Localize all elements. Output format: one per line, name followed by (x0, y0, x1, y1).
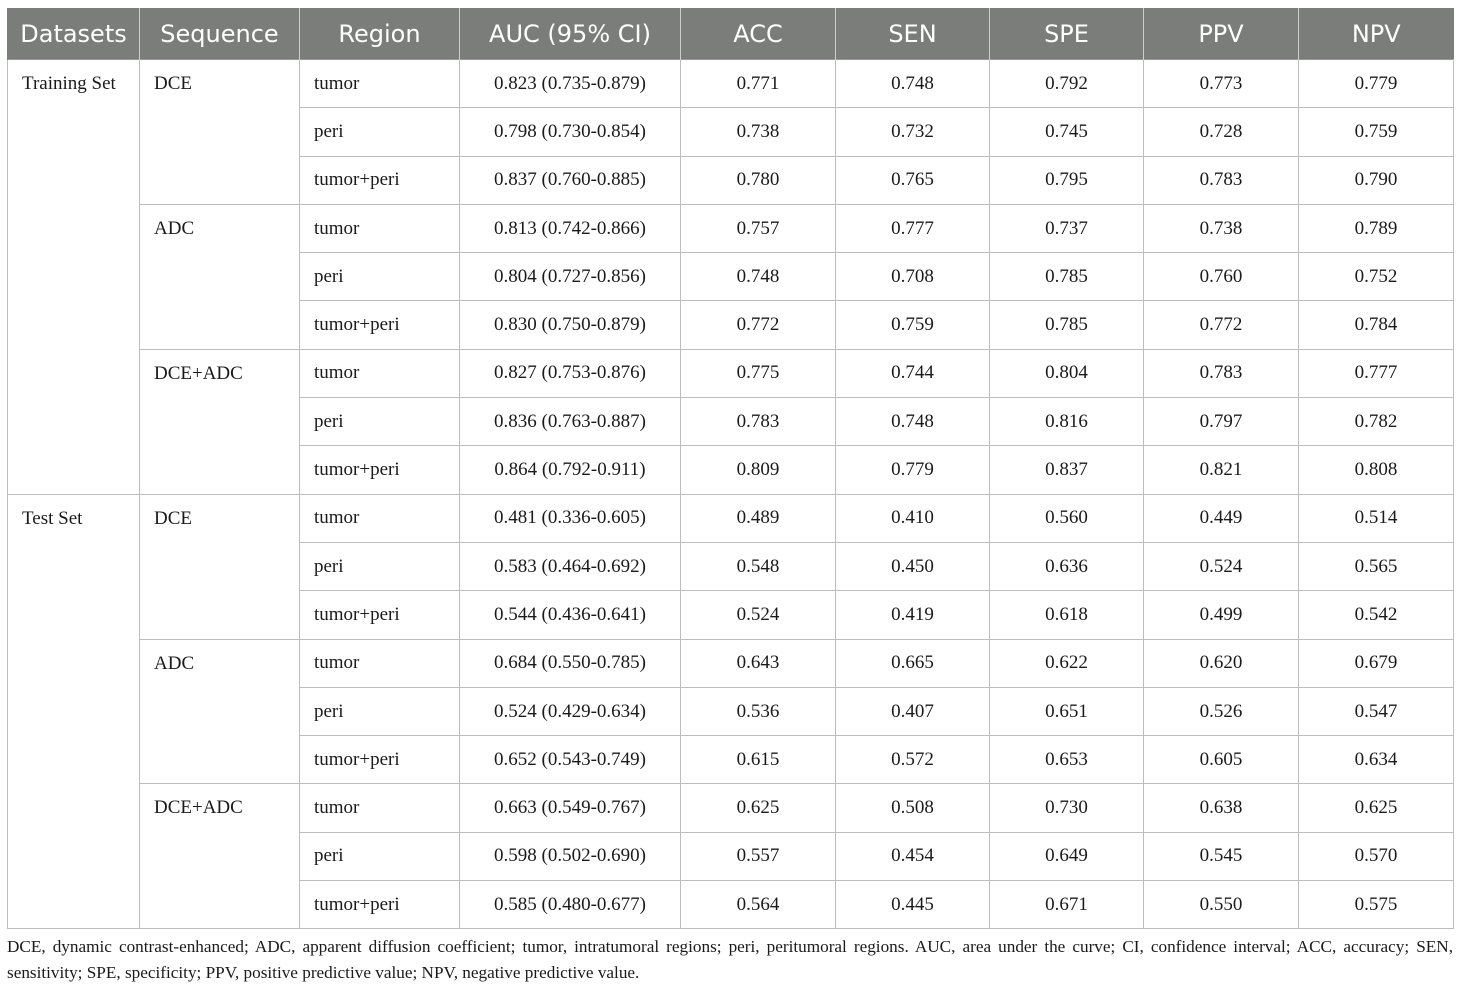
ppv-cell: 0.499 (1144, 591, 1299, 639)
npv-cell: 0.575 (1299, 881, 1454, 929)
auc-cell: 0.798 (0.730-0.854) (460, 108, 681, 156)
header-datasets: Datasets (8, 8, 140, 60)
sequence-cell: DCE+ADC (140, 349, 300, 494)
auc-cell: 0.836 (0.763-0.887) (460, 398, 681, 446)
header-spe: SPE (990, 8, 1144, 60)
spe-cell: 0.837 (990, 446, 1144, 494)
auc-cell: 0.864 (0.792-0.911) (460, 446, 681, 494)
auc-cell: 0.823 (0.735-0.879) (460, 60, 681, 108)
ppv-cell: 0.620 (1144, 639, 1299, 687)
ppv-cell: 0.728 (1144, 108, 1299, 156)
region-cell: peri (300, 398, 460, 446)
sen-cell: 0.454 (836, 832, 990, 880)
region-cell: tumor+peri (300, 881, 460, 929)
npv-cell: 0.759 (1299, 108, 1454, 156)
npv-cell: 0.542 (1299, 591, 1454, 639)
sequence-cell: ADC (140, 204, 300, 349)
npv-cell: 0.784 (1299, 301, 1454, 349)
table-footnote: DCE, dynamic contrast-enhanced; ADC, apparent diffusion coefficient; tumor, intratumoral regions; peri, peritumoral regions. AUC, area under the curve; CI, confidence interval; ACC, accuracy; SEN, sensitivity; SPE, specificity; PPV, positive predictive value; NPV, negative predictive value. (7, 937, 1453, 982)
sen-cell: 0.508 (836, 784, 990, 832)
npv-cell: 0.625 (1299, 784, 1454, 832)
header-sen: SEN (836, 8, 990, 60)
table-row (8, 494, 1454, 542)
auc-cell: 0.583 (0.464-0.692) (460, 542, 681, 590)
npv-cell: 0.752 (1299, 253, 1454, 301)
ppv-cell: 0.638 (1144, 784, 1299, 832)
region-cell: tumor (300, 60, 460, 108)
ppv-cell: 0.783 (1144, 349, 1299, 397)
sen-cell: 0.410 (836, 494, 990, 542)
sen-cell: 0.748 (836, 398, 990, 446)
acc-cell: 0.783 (681, 398, 836, 446)
ppv-cell: 0.550 (1144, 881, 1299, 929)
acc-cell: 0.780 (681, 156, 836, 204)
ppv-cell: 0.772 (1144, 301, 1299, 349)
table-body (8, 60, 1454, 929)
sen-cell: 0.732 (836, 108, 990, 156)
npv-cell: 0.782 (1299, 398, 1454, 446)
ppv-cell: 0.760 (1144, 253, 1299, 301)
npv-cell: 0.790 (1299, 156, 1454, 204)
spe-cell: 0.622 (990, 639, 1144, 687)
table-row (8, 784, 1454, 832)
region-cell: tumor+peri (300, 591, 460, 639)
auc-cell: 0.598 (0.502-0.690) (460, 832, 681, 880)
npv-cell: 0.779 (1299, 60, 1454, 108)
acc-cell: 0.771 (681, 60, 836, 108)
spe-cell: 0.636 (990, 542, 1144, 590)
region-cell: tumor+peri (300, 446, 460, 494)
ppv-cell: 0.821 (1144, 446, 1299, 494)
sen-cell: 0.777 (836, 204, 990, 252)
acc-cell: 0.809 (681, 446, 836, 494)
ppv-cell: 0.449 (1144, 494, 1299, 542)
region-cell: peri (300, 542, 460, 590)
table-row (8, 204, 1454, 252)
region-cell: tumor (300, 639, 460, 687)
auc-cell: 0.524 (0.429-0.634) (460, 687, 681, 735)
auc-cell: 0.684 (0.550-0.785) (460, 639, 681, 687)
region-cell: tumor (300, 349, 460, 397)
ppv-cell: 0.783 (1144, 156, 1299, 204)
ppv-cell: 0.605 (1144, 736, 1299, 784)
acc-cell: 0.625 (681, 784, 836, 832)
npv-cell: 0.679 (1299, 639, 1454, 687)
auc-cell: 0.663 (0.549-0.767) (460, 784, 681, 832)
sen-cell: 0.665 (836, 639, 990, 687)
acc-cell: 0.748 (681, 253, 836, 301)
header-sequence: Sequence (140, 8, 300, 60)
spe-cell: 0.653 (990, 736, 1144, 784)
region-cell: peri (300, 253, 460, 301)
region-cell: tumor+peri (300, 156, 460, 204)
table-row (8, 60, 1454, 108)
spe-cell: 0.792 (990, 60, 1144, 108)
header-acc: ACC (681, 8, 836, 60)
sen-cell: 0.445 (836, 881, 990, 929)
region-cell: tumor (300, 204, 460, 252)
auc-cell: 0.585 (0.480-0.677) (460, 881, 681, 929)
sen-cell: 0.450 (836, 542, 990, 590)
region-cell: peri (300, 687, 460, 735)
acc-cell: 0.524 (681, 591, 836, 639)
region-cell: tumor+peri (300, 736, 460, 784)
region-cell: tumor+peri (300, 301, 460, 349)
npv-cell: 0.789 (1299, 204, 1454, 252)
npv-cell: 0.570 (1299, 832, 1454, 880)
sequence-cell: DCE+ADC (140, 784, 300, 929)
auc-cell: 0.827 (0.753-0.876) (460, 349, 681, 397)
npv-cell: 0.547 (1299, 687, 1454, 735)
auc-cell: 0.481 (0.336-0.605) (460, 494, 681, 542)
sen-cell: 0.744 (836, 349, 990, 397)
acc-cell: 0.536 (681, 687, 836, 735)
sen-cell: 0.759 (836, 301, 990, 349)
npv-cell: 0.565 (1299, 542, 1454, 590)
acc-cell: 0.757 (681, 204, 836, 252)
auc-cell: 0.813 (0.742-0.866) (460, 204, 681, 252)
sequence-cell: DCE (140, 494, 300, 639)
spe-cell: 0.618 (990, 591, 1144, 639)
ppv-cell: 0.773 (1144, 60, 1299, 108)
npv-cell: 0.777 (1299, 349, 1454, 397)
sen-cell: 0.765 (836, 156, 990, 204)
sequence-cell: DCE (140, 60, 300, 205)
acc-cell: 0.775 (681, 349, 836, 397)
npv-cell: 0.634 (1299, 736, 1454, 784)
spe-cell: 0.785 (990, 253, 1144, 301)
npv-cell: 0.514 (1299, 494, 1454, 542)
region-cell: peri (300, 832, 460, 880)
table-row (8, 349, 1454, 397)
spe-cell: 0.730 (990, 784, 1144, 832)
acc-cell: 0.615 (681, 736, 836, 784)
auc-cell: 0.837 (0.760-0.885) (460, 156, 681, 204)
auc-cell: 0.804 (0.727-0.856) (460, 253, 681, 301)
header-ppv: PPV (1144, 8, 1299, 60)
ppv-cell: 0.524 (1144, 542, 1299, 590)
sen-cell: 0.407 (836, 687, 990, 735)
acc-cell: 0.489 (681, 494, 836, 542)
spe-cell: 0.651 (990, 687, 1144, 735)
sen-cell: 0.572 (836, 736, 990, 784)
acc-cell: 0.643 (681, 639, 836, 687)
header-npv: NPV (1299, 8, 1454, 60)
header-region: Region (300, 8, 460, 60)
spe-cell: 0.560 (990, 494, 1144, 542)
spe-cell: 0.671 (990, 881, 1144, 929)
sequence-cell: ADC (140, 639, 300, 784)
sen-cell: 0.779 (836, 446, 990, 494)
header-auc: AUC (95% CI) (460, 8, 681, 60)
auc-cell: 0.830 (0.750-0.879) (460, 301, 681, 349)
auc-cell: 0.544 (0.436-0.641) (460, 591, 681, 639)
sen-cell: 0.708 (836, 253, 990, 301)
spe-cell: 0.737 (990, 204, 1144, 252)
auc-cell: 0.652 (0.543-0.749) (460, 736, 681, 784)
spe-cell: 0.816 (990, 398, 1144, 446)
results-table (7, 8, 1454, 929)
spe-cell: 0.745 (990, 108, 1144, 156)
npv-cell: 0.808 (1299, 446, 1454, 494)
acc-cell: 0.738 (681, 108, 836, 156)
spe-cell: 0.649 (990, 832, 1144, 880)
header-row (8, 8, 1454, 60)
table-row (8, 639, 1454, 687)
region-cell: tumor (300, 494, 460, 542)
spe-cell: 0.795 (990, 156, 1144, 204)
acc-cell: 0.557 (681, 832, 836, 880)
dataset-cell: Training Set (8, 60, 140, 495)
region-cell: tumor (300, 784, 460, 832)
dataset-cell: Test Set (8, 494, 140, 929)
ppv-cell: 0.526 (1144, 687, 1299, 735)
ppv-cell: 0.797 (1144, 398, 1299, 446)
spe-cell: 0.804 (990, 349, 1144, 397)
sen-cell: 0.419 (836, 591, 990, 639)
region-cell: peri (300, 108, 460, 156)
acc-cell: 0.564 (681, 881, 836, 929)
acc-cell: 0.772 (681, 301, 836, 349)
ppv-cell: 0.738 (1144, 204, 1299, 252)
spe-cell: 0.785 (990, 301, 1144, 349)
acc-cell: 0.548 (681, 542, 836, 590)
sen-cell: 0.748 (836, 60, 990, 108)
ppv-cell: 0.545 (1144, 832, 1299, 880)
